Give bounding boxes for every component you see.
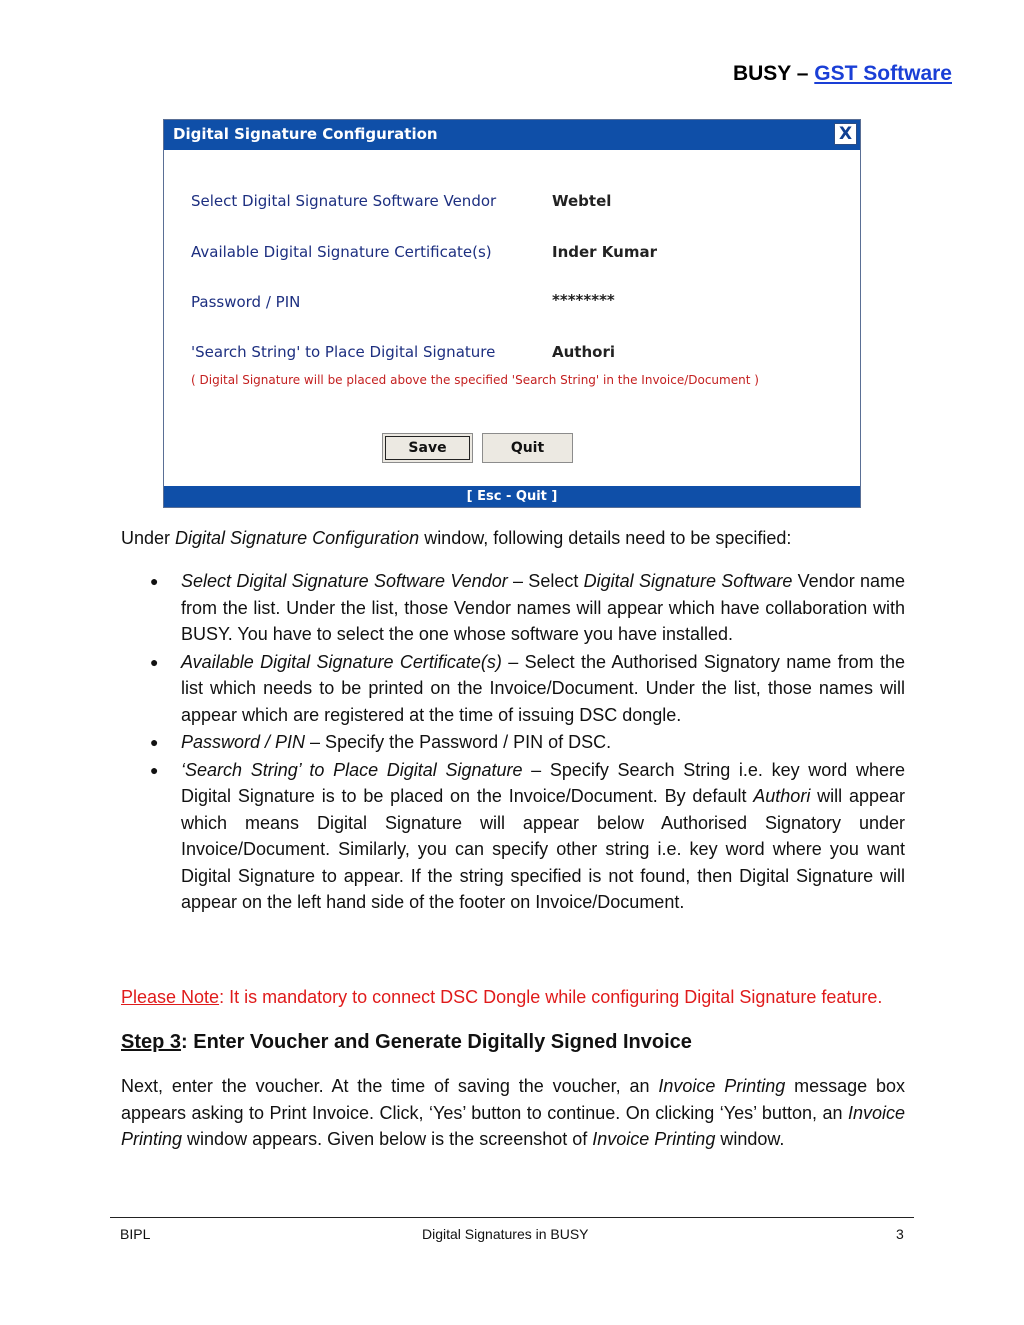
vendor-field[interactable]: Webtel <box>552 192 612 210</box>
quit-button[interactable]: Quit <box>482 433 573 463</box>
item-text: – Specify Search String i.e. key word where Digital Signature is to be placed on the Invoice/Document. By default <box>181 759 905 806</box>
item-text: Vendor name from the list. Under the list, those Vendor names will appear which have collaboration with BUSY. You have to select the one whose software you have installed. <box>181 571 906 644</box>
item-text: – Specify the Password / PIN of DSC. <box>305 732 612 752</box>
item-text: will appear which means Digital Signature will appear below Authorised Signatory under Invoice/Document. Similarly, you can specify other string i.e. key word where you want Digital Signature to appear. If the string specified is not found, then Digital Signature will appear on the left hand side of the footer on Invoice/Document. <box>181 786 906 912</box>
intro-emphasis: Digital Signature Configuration <box>175 528 420 548</box>
save-button[interactable]: Save <box>382 433 473 463</box>
dialog-titlebar <box>164 120 860 150</box>
header-prefix: BUSY – <box>732 62 815 85</box>
intro-text-end: window, following details need to be specified: <box>419 528 792 548</box>
para-emphasis: Invoice Printing <box>592 1129 716 1149</box>
para-emphasis: Invoice Printing <box>121 1102 905 1149</box>
dialog-status-bar: [ Esc - Quit ] <box>164 486 860 507</box>
list-item <box>121 757 905 916</box>
note-label: Please Note <box>121 987 220 1007</box>
digital-signature-dialog <box>163 119 861 508</box>
search-string-field[interactable]: Authori <box>552 343 615 361</box>
note-text: : It is mandatory to connect DSC Dongle while configuring Digital Signature feature. <box>219 987 883 1007</box>
para-text: Next, enter the voucher. At the time of saving the voucher, an <box>121 1076 659 1096</box>
step-text: : Enter Voucher and Generate Digitally Signed Invoice <box>181 1031 692 1053</box>
certificate-field[interactable]: Inder Kumar <box>552 243 657 261</box>
close-button[interactable] <box>834 123 857 145</box>
footer-left: BIPL <box>120 1226 151 1242</box>
item-term: Available Digital Signature Certificate(s) <box>181 651 502 672</box>
bullet-icon: ● <box>150 761 159 778</box>
password-field[interactable]: ******** <box>552 291 615 309</box>
bullet-icon: ● <box>150 653 159 670</box>
search-string-label: 'Search String' to Place Digital Signature <box>191 343 496 361</box>
intro-text: Under <box>121 528 176 548</box>
item-term: Digital Signature Software <box>583 571 793 591</box>
header-link[interactable]: GST Software <box>814 62 952 85</box>
intro-paragraph <box>121 525 905 552</box>
vendor-label: Select Digital Signature Software Vendor <box>191 192 497 210</box>
page-number: 3 <box>896 1226 904 1242</box>
footer-center: Digital Signatures in BUSY <box>422 1226 589 1242</box>
item-term: ‘Search String’ to Place Digital Signature <box>181 759 523 780</box>
item-text: – Select <box>507 571 584 591</box>
para-emphasis: Invoice Printing <box>658 1076 786 1096</box>
bullet-icon: ● <box>150 734 159 750</box>
bullet-icon: ● <box>150 573 159 589</box>
certificate-label: Available Digital Signature Certificate(s) <box>191 243 492 261</box>
item-term: Select Digital Signature Software Vendor <box>181 571 508 591</box>
para-text: window appears. Given below is the screenshot of <box>182 1129 593 1149</box>
password-label: Password / PIN <box>191 293 301 311</box>
para-text: window. <box>715 1129 785 1149</box>
list-item <box>121 729 905 756</box>
close-icon: X <box>838 123 853 144</box>
item-term: Password / PIN <box>181 732 306 752</box>
search-string-note: ( Digital Signature will be placed above the specified 'Search String' in the Invoice/Document ) <box>191 373 759 387</box>
footer-divider <box>110 1217 914 1218</box>
item-term: Authori <box>753 786 811 806</box>
details-list <box>121 568 905 917</box>
item-text: – Select the Authorised Signatory name from the list which needs to be printed on the Invoice/Document. Under the list, those names will appear which are registered at the time of issuing DSC dongle. <box>181 651 905 725</box>
next-paragraph <box>121 1073 905 1153</box>
dialog-title: Digital Signature Configuration <box>173 125 438 143</box>
list-item <box>121 568 905 648</box>
step-heading <box>121 1031 692 1054</box>
please-note <box>121 987 882 1008</box>
list-item <box>121 649 905 729</box>
para-text: message box appears asking to Print Invoice. Click, ‘Yes’ button to continue. On clicking ‘Yes’ button, an <box>121 1076 905 1123</box>
step-label: Step 3 <box>121 1031 182 1053</box>
header-title <box>733 62 952 86</box>
